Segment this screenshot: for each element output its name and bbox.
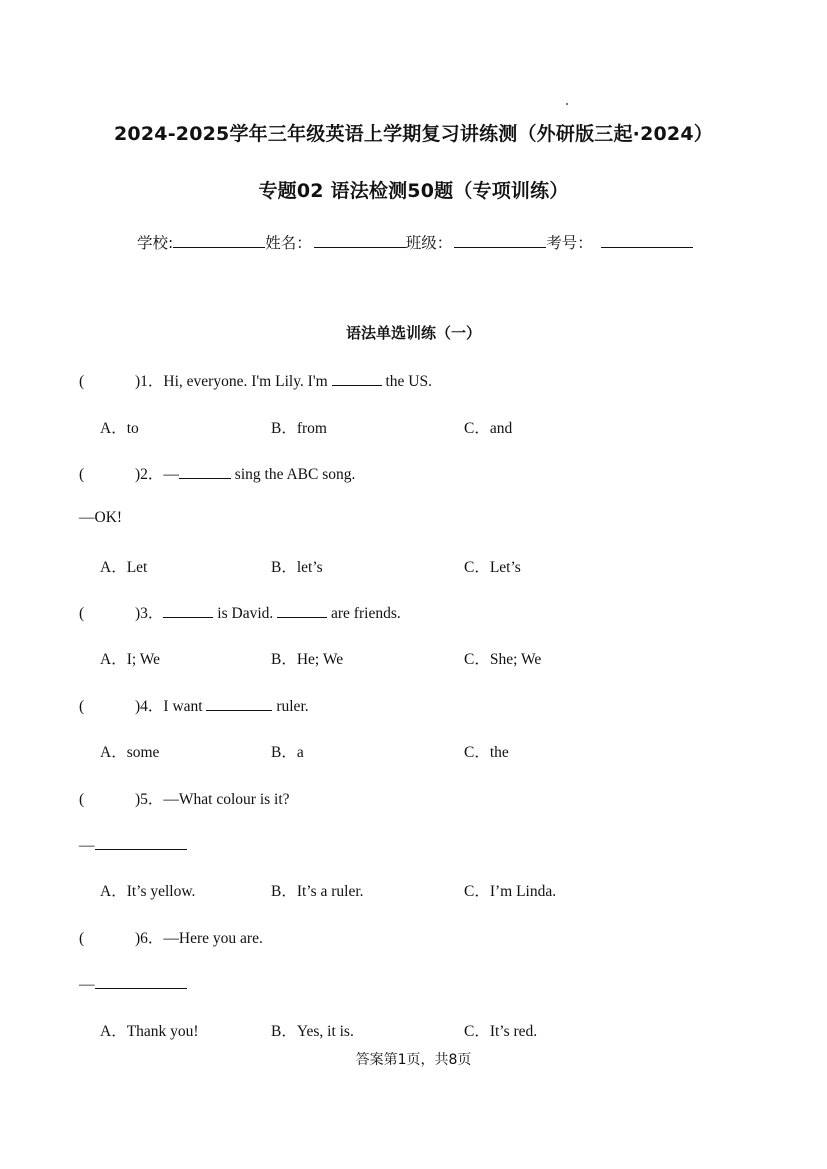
question-text: —What colour is it? [163, 791, 290, 808]
fill-blank[interactable] [332, 369, 382, 386]
answer-paren[interactable]: ( [79, 373, 85, 390]
option-c[interactable]: C．It’s red. [464, 1023, 538, 1040]
stray-dot [566, 103, 568, 105]
class-blank[interactable] [454, 231, 546, 248]
option-b[interactable]: B．Yes, it is. [271, 1023, 354, 1040]
question-number: )1． [135, 373, 164, 390]
question-6 [79, 926, 263, 948]
option-b[interactable]: B．from [271, 420, 327, 437]
question-text: I want [163, 698, 207, 715]
class-label: 班级： [405, 234, 453, 252]
question-number: )2． [135, 466, 164, 483]
response-dash: — [79, 837, 95, 854]
document-subtitle: 专题02 语法检测50题（专项训练） [258, 180, 569, 202]
name-blank[interactable] [314, 231, 406, 248]
question-text-end: are friends. [327, 605, 401, 622]
fill-blank-2[interactable] [277, 601, 327, 618]
school-label: 学校: [137, 234, 174, 252]
question-4 [79, 694, 309, 716]
option-c[interactable]: C．and [464, 420, 513, 437]
student-info-line [137, 231, 693, 253]
dialogue-response [79, 833, 187, 855]
question-text: —Here you are. [163, 930, 263, 947]
option-b[interactable]: B．let’s [271, 559, 323, 576]
response-blank[interactable] [95, 833, 187, 850]
option-b[interactable]: B．It’s a ruler. [271, 883, 364, 900]
option-a[interactable]: A．I; We [100, 651, 161, 668]
page-footer: 答案第1页，共8页 [355, 1052, 472, 1068]
dialogue-response [79, 972, 187, 994]
fill-blank-1[interactable] [163, 601, 213, 618]
response-blank[interactable] [95, 972, 187, 989]
document-title: 2024-2025学年三年级英语上学期复习讲练测（外研版三起·2024） [114, 123, 713, 145]
question-text-end: sing the ABC song. [230, 466, 356, 483]
question-2 [79, 462, 355, 484]
question-number: )5． [135, 791, 164, 808]
dialogue-response: —OK! [79, 509, 123, 526]
fill-blank[interactable] [179, 462, 231, 479]
option-a[interactable]: A．to [100, 420, 139, 437]
answer-paren[interactable]: ( [79, 930, 85, 947]
option-b[interactable]: B．He; We [271, 651, 344, 668]
question-text: — [163, 466, 179, 483]
question-1 [79, 369, 432, 391]
option-a[interactable]: A．Thank you! [100, 1023, 199, 1040]
answer-paren[interactable]: ( [79, 698, 85, 715]
option-a[interactable]: A．some [100, 744, 160, 761]
question-text: Hi, everyone. I'm Lily. I'm [163, 373, 332, 390]
question-text-end: the US. [381, 373, 432, 390]
question-5 [79, 787, 290, 809]
option-a[interactable]: A．Let [100, 559, 148, 576]
question-3 [79, 601, 401, 623]
response-dash: — [79, 976, 95, 993]
answer-paren[interactable]: ( [79, 791, 85, 808]
question-text-end: ruler. [272, 698, 309, 715]
question-number: )6． [135, 930, 164, 947]
section-title: 语法单选训练（一） [345, 324, 481, 342]
exam-no-blank[interactable] [601, 231, 693, 248]
name-label: 姓名： [265, 234, 312, 252]
option-a[interactable]: A．It’s yellow. [100, 883, 196, 900]
school-blank[interactable] [173, 231, 265, 248]
question-number: )3． [135, 605, 164, 622]
question-text: is David. [213, 605, 278, 622]
answer-paren[interactable]: ( [79, 605, 85, 622]
option-b[interactable]: B．a [271, 744, 304, 761]
option-c[interactable]: C．She; We [464, 651, 542, 668]
answer-paren[interactable]: ( [79, 466, 85, 483]
option-c[interactable]: C．Let’s [464, 559, 521, 576]
option-c[interactable]: C．I’m Linda. [464, 883, 557, 900]
question-number: )4． [135, 698, 164, 715]
option-c[interactable]: C．the [464, 744, 509, 761]
exam-no-label: 考号： [546, 234, 593, 252]
fill-blank[interactable] [206, 694, 272, 711]
